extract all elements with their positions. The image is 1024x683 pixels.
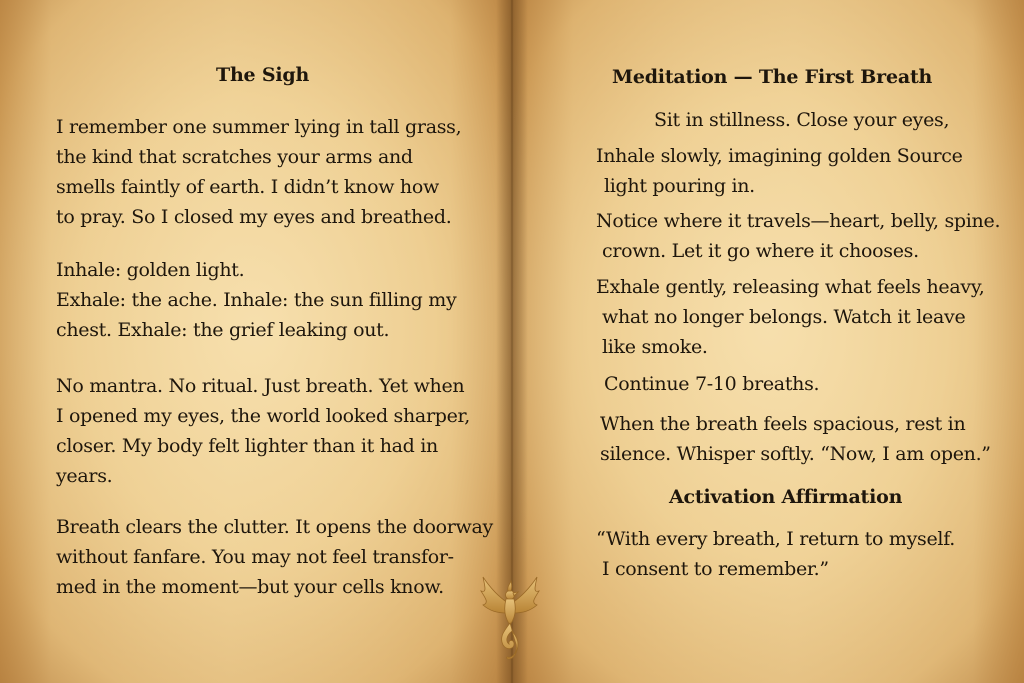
text-line: to pray. So I closed my eyes and breathed. [56,206,452,228]
text-line: “With every breath, I return to myself. [596,528,956,550]
text-line: Notice where it travels—heart, belly, spine. [596,210,1001,232]
paragraph [596,141,963,201]
text-line: light pouring in. [604,175,755,197]
text-line: years. [56,465,113,487]
text-line: Continue 7-10 breaths. [604,373,820,395]
left-page-title: The Sigh [216,64,310,86]
text-line: without fanfare. You may not feel transfor- [56,546,454,568]
paragraph [604,369,819,399]
phoenix-icon [477,573,543,665]
text-line: like smoke. [602,336,708,358]
affirmation-text [596,524,955,584]
paragraph [56,512,493,602]
right-page [512,0,1024,683]
text-line: the kind that scratches your arms and [56,146,413,168]
text-line: Sit in stillness. Close your eyes, [654,109,950,131]
paragraph [596,272,984,362]
text-line: crown. Let it go where it chooses. [602,240,919,262]
paragraph [56,112,461,232]
paragraph [56,371,470,491]
text-line: Inhale: golden light. [56,259,245,281]
text-line: silence. Whisper softly. “Now, I am open.” [600,443,991,465]
text-line: When the breath feels spacious, rest in [600,413,966,435]
text-line: med in the moment—but your cells know. [56,576,444,598]
right-page-title: Meditation — The First Breath [612,66,933,88]
paragraph [56,255,456,345]
text-line: what no longer belongs. Watch it leave [602,306,966,328]
paragraph [600,409,991,469]
text-line: I remember one summer lying in tall grass, [56,116,462,138]
affirmation-title: Activation Affirmation [669,486,903,508]
paragraph [654,105,949,135]
text-line: closer. My body felt lighter than it had in [56,435,438,457]
text-line: smells faintly of earth. I didn’t know how [56,176,439,198]
text-line: I consent to remember.” [602,558,829,580]
text-line: Breath clears the clutter. It opens the doorway [56,516,493,538]
text-line: I opened my eyes, the world looked sharper, [56,405,470,427]
text-line: chest. Exhale: the grief leaking out. [56,319,390,341]
text-line: Inhale slowly, imagining golden Source [596,145,963,167]
text-line: No mantra. No ritual. Just breath. Yet when [56,375,465,397]
paragraph [596,206,1000,266]
text-line: Exhale gently, releasing what feels heavy, [596,276,985,298]
text-line: Exhale: the ache. Inhale: the sun filling my [56,289,457,311]
